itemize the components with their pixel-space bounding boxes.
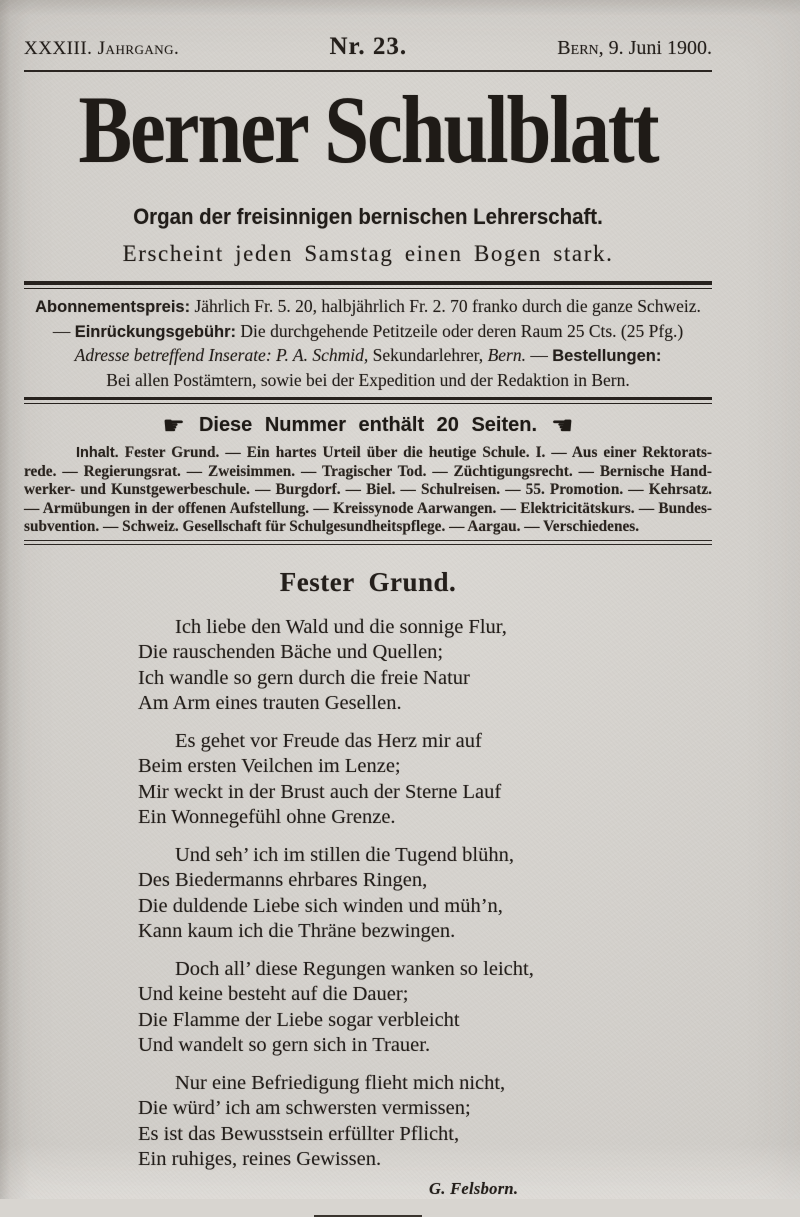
volume-label [24, 38, 179, 60]
contents-line-1 [24, 444, 712, 463]
contents-line-3: werker- und Kunstgewerbeschule. — Burgdorf. — Biel. — Schulreisen. — 55. Promotion. — Kehrsatz. [24, 481, 712, 499]
contents-label: Inhalt. [76, 445, 119, 461]
imprint-inserate-italic: Adresse betreffend Inserate: P. A. Schmid, [74, 345, 369, 365]
poem [138, 615, 712, 1173]
contents-text-1: Fester Grund. — Ein hartes Urteil über die heutige Schule. I. — Aus einer Rektorats- [124, 444, 712, 461]
manicule-pointing-right-icon: ☛ [162, 411, 185, 440]
imprint-dash-2: — [52, 320, 71, 341]
volume-number: XXXIII. [24, 38, 93, 59]
poem-line: Ich liebe den Wald und die sonnige Flur, [175, 615, 507, 638]
page-count-text: Diese Nummer enthält 20 Seiten. [198, 414, 538, 436]
imprint-block [24, 295, 712, 392]
thin-double-rule [24, 540, 712, 545]
imprint-line-1 [24, 295, 712, 320]
poem-line: Es gehet vor Freude das Herz mir auf [175, 729, 482, 752]
poem-stanza-2 [138, 729, 712, 831]
dateline [557, 37, 712, 60]
imprint-label-einrueckungsgebuehr: Einrückungsgebühr: [74, 322, 237, 341]
imprint-dash-3: — [530, 345, 548, 365]
imprint-label-abonnementspreis: Abonnementspreis: [35, 298, 191, 316]
thick-double-rule-middle [24, 397, 712, 404]
contents-line-4: — Armübungen in der offenen Aufstellung. — Kreissynode Aarwangen. — Elektricitätskurs. — Bundes- [24, 499, 712, 517]
imprint-line-4: Bei allen Postämtern, sowie bei der Expedition und der Redaktion in Bern. [106, 369, 630, 390]
page-count-notice [24, 411, 712, 440]
poem-line: Beim ersten Veilchen im Lenze; [138, 755, 401, 778]
masthead-subtitle: Organ der freisinnigen bernischen Lehrerschaft. [133, 204, 603, 229]
imprint-bern-italic: Bern. [487, 345, 526, 365]
contents-line-2: rede. — Regierungsrat. — Zweisimmen. — Tragischer Tod. — Züchtigungsrecht. — Bernische Hand- [24, 462, 712, 480]
poem-stanza-4 [138, 957, 712, 1059]
thick-double-rule-top [24, 281, 712, 289]
poem-line: Die rauschenden Bäche und Quellen; [138, 641, 444, 664]
issue-number: Nr. 23. [329, 33, 408, 60]
dateline-date: 9. Juni 1900. [608, 37, 712, 59]
imprint-text-2: Die durchgehende Petitzeile oder deren Raum 25 Cts. (25 Pfg.) [240, 320, 684, 341]
poem-line: Es ist das Bewusstsein erfüllter Pflicht, [138, 1122, 460, 1145]
poem-line: Die Flamme der Liebe sogar verbleicht [138, 1008, 460, 1031]
poem-line: Doch all’ diese Regungen wanken so leicht, [175, 957, 534, 980]
imprint-text-1: Jährlich Fr. 5. 20, halbjährlich Fr. 2. 70 franko durch die ganze Schweiz. [194, 296, 701, 316]
page-content-column [24, 0, 712, 1217]
poem-line: Und keine besteht auf die Dauer; [138, 983, 409, 1006]
article-title: Fester Grund. [279, 566, 457, 597]
imprint-line-2 [24, 320, 712, 345]
poem-line: Die würd’ ich am schwersten vermissen; [138, 1097, 471, 1120]
volume-word: Jahrgang. [97, 38, 180, 59]
poem-line: Ein Wonnegefühl ohne Grenze. [138, 806, 396, 829]
poem-stanza-3 [138, 843, 712, 945]
imprint-line-3 [24, 344, 712, 369]
poem-line: Nur eine Befriedigung flieht mich nicht, [175, 1071, 506, 1094]
poem-stanza-1 [138, 615, 712, 717]
poem-line: Am Arm eines trauten Gesellen. [138, 692, 402, 715]
contents-line-5: subvention. — Schweiz. Gesellschaft für Schulgesundheitspflege. — Aargau. — Verschiedenes. [24, 518, 640, 536]
table-of-contents [24, 444, 712, 537]
poem-line: Ein ruhiges, reines Gewissen. [138, 1148, 382, 1171]
manicule-pointing-left-icon: ☚ [551, 411, 574, 440]
poem-line: Und wandelt so gern sich in Trauer. [138, 1034, 431, 1057]
poem-stanza-5 [138, 1071, 712, 1173]
poem-line: Mir weckt in der Brust auch der Sterne Lauf [138, 780, 502, 803]
imprint-label-bestellungen: Bestellungen: [552, 347, 662, 365]
poem-line: Des Biedermanns ehrbares Ringen, [138, 869, 428, 892]
author-signature: G. Felsborn. [429, 1178, 519, 1198]
imprint-text-3: Sekundarlehrer, [372, 345, 484, 365]
masthead-title: Berner Schulblatt [78, 75, 658, 184]
poem-line: Die duldende Liebe sich winden und müh’n, [138, 894, 503, 917]
poem-line: Kann kaum ich die Thräne bezwingen. [138, 920, 456, 943]
poem-line: Ich wandle so gern durch die freie Natur [138, 666, 470, 689]
issue-header-row [24, 33, 712, 61]
poem-line: Und seh’ ich im stillen die Tugend blühn, [175, 843, 515, 866]
dateline-city: Bern, [557, 37, 604, 59]
masthead-tagline: Erscheint jeden Samstag einen Bogen stark. [122, 241, 614, 266]
